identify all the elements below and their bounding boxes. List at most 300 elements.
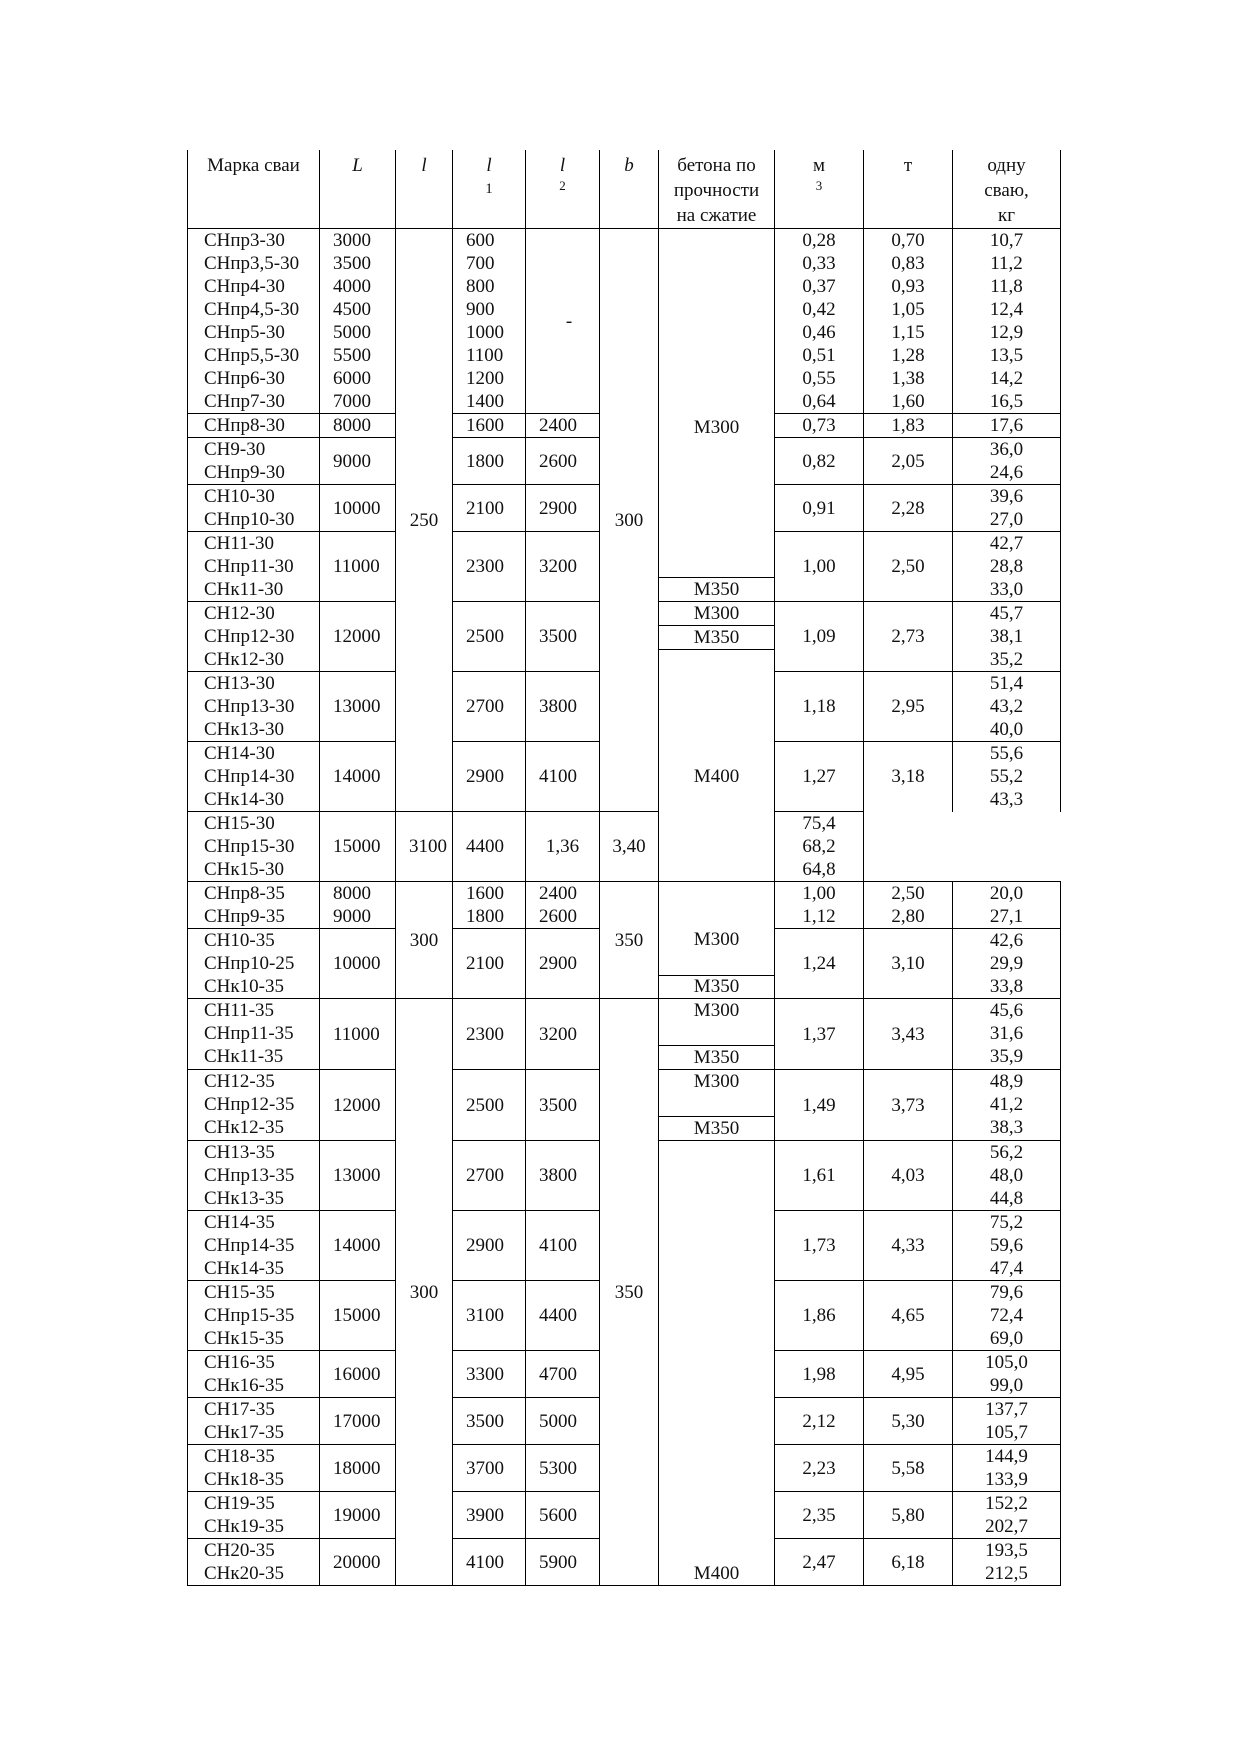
grade-value: М350 <box>658 577 775 601</box>
mass-value: 4,65 <box>891 1305 925 1326</box>
mass-value: 0,70 <box>891 230 925 251</box>
b-cell-35a <box>600 882 659 999</box>
l2-value: 3500 <box>539 1094 577 1116</box>
steel-value: 64,8 <box>802 859 836 880</box>
header-steel: одну сваю, кг <box>953 150 1061 229</box>
steel-value: 43,3 <box>989 789 1024 810</box>
l2-value: 5000 <box>539 1410 577 1432</box>
mass-cell <box>864 1141 953 1211</box>
mass-cell <box>864 1398 953 1445</box>
steel-cell <box>953 532 1061 602</box>
mass-cell <box>864 1351 953 1398</box>
pile-row <box>188 812 1061 882</box>
mark-cell <box>188 1539 320 1586</box>
length-value: 11000 <box>333 556 380 577</box>
pile-row <box>188 882 1061 929</box>
steel-cell <box>953 1492 1061 1539</box>
mark-cell <box>188 1070 320 1141</box>
l2-value: 4100 <box>539 1235 577 1256</box>
length-cell <box>320 1211 396 1281</box>
volume-value: 0,42 <box>802 299 836 320</box>
volume-cell <box>775 1070 864 1141</box>
steel-cell <box>953 1398 1061 1445</box>
steel-cell <box>953 438 1061 485</box>
grade-value: М350 <box>659 1116 774 1140</box>
pile-mark: СНпр9-35 <box>204 906 285 927</box>
mark-cell <box>188 929 320 999</box>
length-value: 14000 <box>333 766 381 787</box>
volume-cell <box>775 532 864 602</box>
l2-value: 4100 <box>539 766 577 787</box>
mass-cell <box>864 1281 953 1351</box>
header-l: l <box>396 150 453 229</box>
grade-value: М300 <box>693 1000 740 1021</box>
l-cell-30 <box>396 229 453 812</box>
grade-cell <box>659 1141 775 1586</box>
l2-value: 3800 <box>539 1165 577 1186</box>
l1-value: 2500 <box>466 626 504 647</box>
mark-cell <box>188 882 320 929</box>
pile-length: 4000 <box>333 276 371 297</box>
l2-value: 2600 <box>539 906 577 927</box>
pile-mark: СНпр6-30 <box>204 368 285 389</box>
header-volume: м 3 <box>775 150 864 229</box>
mass-cell <box>864 882 953 929</box>
steel-value: 39,6 <box>989 486 1024 507</box>
volume-cell <box>775 1351 864 1398</box>
steel-value: 38,3 <box>989 1117 1024 1138</box>
grade-value: М300 <box>693 417 740 438</box>
l1-value: 600 <box>466 230 495 251</box>
mark-cell <box>188 1492 320 1539</box>
l2-value: 3500 <box>539 626 577 647</box>
mass-cell <box>864 532 953 602</box>
pile-mark: СНк14-30 <box>204 789 284 810</box>
l2-value: 5600 <box>539 1504 577 1526</box>
l2-cell <box>526 999 600 1070</box>
steel-cell <box>953 1539 1061 1586</box>
steel-cell <box>953 485 1061 532</box>
volume-value: 0,33 <box>802 253 836 274</box>
mark-cell <box>188 1445 320 1492</box>
l1-value: 4100 <box>466 1551 504 1573</box>
length-cell <box>320 742 396 812</box>
length-value: 15000 <box>333 1305 381 1326</box>
l1-value: 2300 <box>466 556 504 577</box>
volume-value: 0,37 <box>802 276 836 297</box>
header-l2: l 2 <box>526 150 600 229</box>
mark-cell <box>188 1351 320 1398</box>
mass-cell <box>864 438 953 485</box>
steel-value: 59,6 <box>989 1235 1024 1256</box>
length-value: 16000 <box>333 1363 381 1385</box>
l-value: 300 <box>409 1281 439 1303</box>
grade-value: М300 <box>693 1071 740 1092</box>
volume-cell <box>775 1398 864 1445</box>
grade-value: М350 <box>659 975 774 998</box>
grade-value: М350 <box>659 625 774 650</box>
header-mass: т <box>864 150 953 229</box>
mass-value: 1,28 <box>891 345 925 366</box>
mass-value: 3,40 <box>612 836 646 857</box>
length-cell <box>320 1445 396 1492</box>
l1-value: 2900 <box>466 1235 504 1256</box>
mass-value: 3,43 <box>891 1023 925 1045</box>
mass-value: 2,28 <box>891 497 925 519</box>
steel-value: 29,9 <box>989 953 1024 974</box>
pile-mark: СНк19-35 <box>204 1516 284 1537</box>
volume-value: 2,35 <box>802 1504 836 1526</box>
l1-cell <box>453 485 526 532</box>
pile-mark: СН14-35 <box>204 1212 275 1233</box>
mass-value: 1,05 <box>891 299 925 320</box>
steel-value: 42,6 <box>989 930 1024 951</box>
grade-cell <box>659 602 775 672</box>
l1-value: 1400 <box>466 391 504 412</box>
pile-length: 5000 <box>333 322 371 343</box>
l1-value: 2900 <box>466 766 504 787</box>
volume-value: 0,55 <box>802 368 836 389</box>
l1-cell <box>453 1211 526 1281</box>
length-value: 13000 <box>333 696 381 717</box>
mark-cell <box>188 999 320 1070</box>
mass-cell <box>864 1539 953 1586</box>
mass-value: 1,38 <box>891 368 925 389</box>
volume-cell <box>775 882 864 929</box>
pile-mark: СНпр11-30 <box>204 556 294 577</box>
volume-value: 1,61 <box>802 1165 836 1186</box>
l1-value: 700 <box>466 253 495 274</box>
pile-mark: СНпр5-30 <box>204 322 285 343</box>
volume-cell <box>775 1445 864 1492</box>
mass-value: 3,10 <box>891 953 925 974</box>
mass-value: 2,50 <box>891 556 925 577</box>
volume-cell <box>775 1211 864 1281</box>
mark-cell <box>188 1141 320 1211</box>
pile-mark: СНпр4,5-30 <box>204 299 300 320</box>
length-value: 12000 <box>333 626 381 647</box>
steel-value: 48,9 <box>989 1071 1024 1092</box>
mass-value: 3,18 <box>891 766 925 788</box>
pile-mark: СНпр5,5-30 <box>204 345 300 366</box>
length-value: 12000 <box>333 1094 381 1116</box>
volume-cell <box>775 602 864 672</box>
l1-value: 3900 <box>466 1504 504 1526</box>
pile-mark: СНк20-35 <box>204 1563 284 1584</box>
l1-value: 900 <box>466 299 495 320</box>
l1-cell <box>396 812 453 882</box>
volume-cell <box>775 438 864 485</box>
mass-cell <box>864 1211 953 1281</box>
pile-mark: СН13-35 <box>204 1142 275 1163</box>
l2-cell <box>526 929 600 999</box>
volume-value: 2,12 <box>802 1410 836 1432</box>
b-cell-35b <box>600 999 659 1586</box>
steel-value: 51,4 <box>989 673 1024 694</box>
volume-value: 1,24 <box>802 953 836 974</box>
steel-cell <box>953 1351 1061 1398</box>
volume-cell <box>775 742 864 812</box>
l2-value: 2400 <box>539 883 577 904</box>
mark-cell <box>188 485 320 532</box>
pile-mark: СНпр9-30 <box>204 462 285 483</box>
l1-cell <box>453 929 526 999</box>
l2-cell <box>526 414 600 438</box>
steel-value: 75,4 <box>802 813 836 834</box>
l-cell-35b <box>396 999 453 1586</box>
b-value: 350 <box>614 929 644 951</box>
mass-cell <box>864 602 953 672</box>
steel-value: 11,2 <box>990 253 1023 274</box>
l2-cell <box>526 1281 600 1351</box>
header-length: L <box>320 150 396 229</box>
pile-mark: СНпр10-25 <box>204 953 295 974</box>
l1-cell <box>453 1070 526 1141</box>
l2-cell <box>526 742 600 812</box>
l2-cell <box>526 602 600 672</box>
pile-mark: СНпр4-30 <box>204 276 285 297</box>
pile-mark: СН19-35 <box>204 1493 275 1514</box>
mass-value: 4,03 <box>891 1165 925 1186</box>
length-cell <box>320 1539 396 1586</box>
steel-value: 24,6 <box>989 462 1024 483</box>
l2-value: 2600 <box>539 450 577 472</box>
grade-cell <box>659 882 775 999</box>
pile-length: 5500 <box>333 345 371 366</box>
l1-value: 1200 <box>466 368 504 389</box>
length-cell <box>320 1492 396 1539</box>
b-value: 350 <box>614 1281 644 1303</box>
steel-value: 12,4 <box>989 299 1024 320</box>
length-cell <box>320 229 396 414</box>
l2-cell <box>526 1398 600 1445</box>
volume-cell <box>775 414 864 438</box>
volume-cell <box>775 1492 864 1539</box>
grade-cell <box>659 672 775 882</box>
steel-cell <box>953 602 1061 672</box>
header-concrete: бетона по прочности на сжатие <box>659 150 775 229</box>
steel-value: 28,8 <box>989 556 1024 577</box>
l1-value: 800 <box>466 276 495 297</box>
pile-length: 7000 <box>333 391 371 412</box>
length-cell <box>320 1398 396 1445</box>
group-short-piles <box>188 229 1061 414</box>
l1-value: 2500 <box>466 1094 504 1116</box>
length-value: 11000 <box>333 1023 380 1045</box>
pile-mark: СНк12-35 <box>204 1117 284 1138</box>
steel-value: 43,2 <box>989 696 1024 717</box>
mass-value: 4,95 <box>891 1363 925 1385</box>
steel-cell <box>953 414 1061 438</box>
steel-value: 42,7 <box>989 533 1024 554</box>
pile-mark: СНк11-35 <box>204 1046 284 1067</box>
mass-cell <box>864 414 953 438</box>
steel-value: 72,4 <box>989 1305 1024 1326</box>
pile-mark: СН17-35 <box>204 1399 275 1420</box>
steel-cell <box>953 882 1061 929</box>
l2-value: 4400 <box>539 1305 577 1326</box>
l2-cell <box>526 438 600 485</box>
l-value: 250 <box>409 509 439 531</box>
l2-cell <box>453 812 526 882</box>
mark-cell <box>188 602 320 672</box>
steel-value: 212,5 <box>985 1563 1028 1584</box>
steel-value: 99,0 <box>989 1375 1024 1396</box>
mass-value: 1,15 <box>891 322 925 343</box>
steel-value: 133,9 <box>985 1469 1028 1490</box>
pile-mark: СНпр10-30 <box>204 509 295 530</box>
l2-cell <box>526 229 600 414</box>
l-value: 300 <box>409 929 439 951</box>
steel-value: 105,7 <box>985 1422 1028 1443</box>
grade-cell <box>659 1070 775 1141</box>
mass-cell <box>864 929 953 999</box>
steel-value: 35,9 <box>989 1046 1024 1067</box>
steel-value: 10,7 <box>989 230 1024 251</box>
steel-value: 137,7 <box>985 1399 1028 1420</box>
pile-mark: СНпр13-35 <box>204 1165 295 1186</box>
steel-cell <box>953 672 1061 742</box>
l1-value: 2100 <box>466 497 504 519</box>
steel-value: 14,2 <box>989 368 1024 389</box>
l2-value: 4400 <box>466 836 504 857</box>
l1-value: 1100 <box>466 345 504 366</box>
volume-cell <box>775 1539 864 1586</box>
steel-value: 38,1 <box>989 626 1024 647</box>
pile-mark: СНпр3-30 <box>204 230 285 251</box>
l1-value: 1000 <box>466 322 504 343</box>
l2-cell <box>526 1141 600 1211</box>
steel-value: 27,1 <box>989 906 1024 927</box>
steel-cell <box>953 1281 1061 1351</box>
mass-value: 2,95 <box>891 696 925 717</box>
mass-value: 2,05 <box>891 450 925 472</box>
pile-length: 3000 <box>333 230 371 251</box>
volume-value: 0,28 <box>802 230 836 251</box>
length-value: 10000 <box>333 953 381 974</box>
l1-cell <box>453 672 526 742</box>
steel-value: 17,6 <box>989 415 1024 436</box>
mark-cell <box>188 1211 320 1281</box>
volume-value: 1,00 <box>802 883 836 904</box>
steel-value: 55,6 <box>989 743 1024 764</box>
l2-cell <box>526 532 600 602</box>
volume-cell <box>775 1281 864 1351</box>
length-cell <box>320 999 396 1070</box>
l2-value: 5300 <box>539 1457 577 1479</box>
pile-mark: СН14-30 <box>204 743 275 764</box>
pile-length: 3500 <box>333 253 371 274</box>
mass-value: 1,60 <box>891 391 925 412</box>
pile-mark: СНпр13-30 <box>204 696 295 717</box>
steel-value: 12,9 <box>989 322 1024 343</box>
pile-mark: СН10-30 <box>204 486 275 507</box>
pile-mark: СНпр8-35 <box>204 883 285 904</box>
l2-cell <box>526 1492 600 1539</box>
steel-cell <box>953 1141 1061 1211</box>
volume-value: 1,18 <box>802 696 836 717</box>
steel-value: 68,2 <box>802 836 836 857</box>
pile-mark: СНпр11-35 <box>204 1023 294 1044</box>
length-cell <box>320 1141 396 1211</box>
steel-cell <box>775 812 864 882</box>
mark-cell <box>188 1281 320 1351</box>
volume-cell <box>526 812 600 882</box>
header-mark: Марка сваи <box>188 150 320 229</box>
header-row <box>188 150 1061 229</box>
l2-cell <box>526 1070 600 1141</box>
header-l1: l 1 <box>453 150 526 229</box>
l2-cell <box>526 1539 600 1586</box>
pile-mark: СНк13-30 <box>204 719 284 740</box>
l1-value: 1800 <box>466 450 504 472</box>
mark-cell <box>188 812 320 882</box>
volume-value: 1,00 <box>802 556 836 577</box>
l2-value: 3800 <box>539 696 577 717</box>
volume-value: 1,12 <box>802 906 836 927</box>
length-cell <box>320 1351 396 1398</box>
steel-value: 31,6 <box>989 1023 1024 1044</box>
steel-cell <box>953 1211 1061 1281</box>
steel-value: 79,6 <box>989 1282 1024 1303</box>
steel-value: 36,0 <box>989 439 1024 460</box>
pile-mark: СНк18-35 <box>204 1469 284 1490</box>
mass-cell <box>864 999 953 1070</box>
l2-value: 2900 <box>539 497 577 519</box>
b-cell-30 <box>600 229 659 812</box>
pile-mark: СНпр12-30 <box>204 626 295 647</box>
pile-mark: СНк17-35 <box>204 1422 284 1443</box>
l1-value: 3100 <box>466 1305 504 1326</box>
steel-value: 202,7 <box>985 1516 1028 1537</box>
steel-cell <box>953 229 1061 414</box>
volume-cell <box>775 1141 864 1211</box>
volume-cell <box>775 485 864 532</box>
mass-value: 5,30 <box>891 1410 925 1432</box>
steel-value: 48,0 <box>989 1165 1024 1186</box>
mark-cell <box>188 1398 320 1445</box>
pile-mark: СНк12-30 <box>204 649 284 670</box>
length-cell <box>320 414 396 438</box>
length-value: 17000 <box>333 1410 381 1432</box>
pile-mark: СН10-35 <box>204 930 275 951</box>
pile-length: 6000 <box>333 368 371 389</box>
mark-cell <box>188 672 320 742</box>
l1-value: 2300 <box>466 1023 504 1045</box>
mass-value: 2,73 <box>891 626 925 647</box>
volume-value: 0,51 <box>802 345 836 366</box>
mass-cell <box>600 812 659 882</box>
l1-cell <box>453 602 526 672</box>
pile-mark: СН11-30 <box>204 533 275 554</box>
l2-value: 3200 <box>539 1023 577 1045</box>
l1-cell <box>453 742 526 812</box>
mass-value: 3,73 <box>891 1094 925 1116</box>
l2-value: 5900 <box>539 1551 577 1573</box>
steel-value: 20,0 <box>989 883 1024 904</box>
volume-value: 1,49 <box>802 1094 836 1116</box>
grade-value: М300 <box>693 929 740 950</box>
length-value: 14000 <box>333 1235 381 1256</box>
length-value: 9000 <box>333 906 371 927</box>
l1-cell <box>453 1539 526 1586</box>
l2-value: - <box>565 310 573 332</box>
steel-value: 47,4 <box>989 1258 1024 1279</box>
length-value: 8000 <box>333 415 371 436</box>
volume-value: 1,27 <box>802 766 836 787</box>
l1-value: 1600 <box>466 415 504 436</box>
volume-value: 0,82 <box>802 450 836 472</box>
